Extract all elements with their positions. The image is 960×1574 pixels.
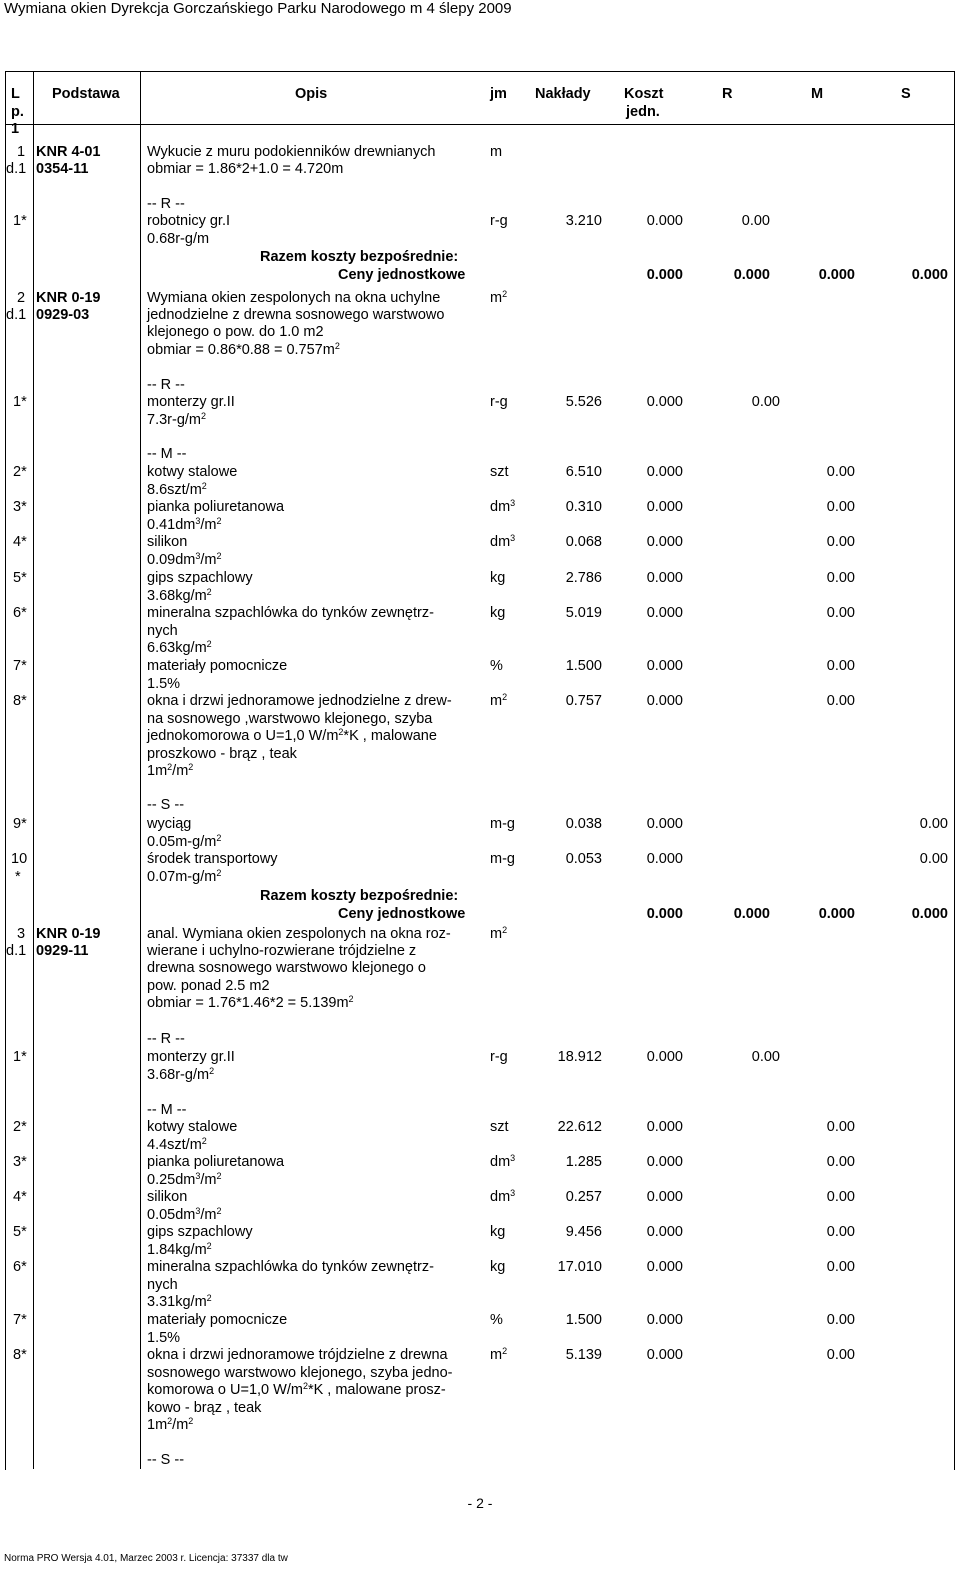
item-desc-line: obmiar = $0.86*0.88 = 0.757m^2$: [147, 341, 340, 358]
resource-lp: 5*: [13, 570, 27, 586]
resource-qty: 5.019: [565, 605, 602, 621]
resource-qty: 3.210: [565, 213, 602, 229]
resource-unit: szt: [490, 1119, 509, 1135]
item-lp-sub: d.1: [6, 161, 27, 177]
resource-norm: 1.5%: [147, 675, 181, 692]
resource-value: 0.00: [826, 534, 855, 550]
resource-price: 0.000: [646, 1312, 683, 1328]
header-m: M: [811, 86, 824, 102]
item-unit: $m^2$: [490, 289, 508, 306]
resource-qty: 5.139: [565, 1347, 602, 1363]
resource-price: 0.000: [646, 693, 683, 709]
header-lp: [11, 86, 24, 139]
item-desc-line: drewna sosnowego warstwowo klejonego o: [147, 960, 426, 976]
total-s: 0.000: [911, 906, 948, 922]
resource-qty: 17.010: [557, 1259, 602, 1275]
resource-qty: 0.257: [565, 1189, 602, 1205]
resource-norm: $0.41dm^3/m^2$: [147, 515, 222, 533]
resource-norm: $0.05dm^3/m^2$: [147, 1205, 222, 1223]
resource-value: 0.00: [826, 499, 855, 515]
item-lp-sub: d.1: [6, 943, 27, 959]
resource-name: materiały pomocnicze: [147, 658, 288, 674]
resource-value: 0.00: [826, 605, 855, 621]
resource-name: na sosnowego ,warstwowo klejonego, szyba: [147, 710, 433, 727]
resource-qty: 22.612: [557, 1119, 602, 1135]
resource-value: 0.00: [826, 1119, 855, 1135]
item-desc-line: obmiar = $1.76*1.46*2 = 5.139m^2$: [147, 994, 354, 1011]
resource-name: kotwy stalowe: [147, 464, 238, 480]
resource-norm: $3.31kg/m^2$: [147, 1293, 212, 1310]
header-opis: Opis: [295, 86, 328, 102]
resource-name: sosnowego warstwowo klejonego, szyba jedno-: [147, 1364, 453, 1381]
group-s-label: -- S --: [147, 1452, 185, 1468]
item-code-2: 0929-11: [36, 943, 89, 959]
ceny-label: Ceny jednostkowe: [338, 267, 466, 283]
resource-price: 0.000: [646, 570, 683, 586]
resource-lp: 6*: [13, 605, 27, 621]
resource-unit: m-g: [490, 851, 515, 867]
item-desc-line: wierane i uchylno-rozwierane trójdzielne z: [147, 943, 417, 959]
resource-value: 0.00: [826, 570, 855, 586]
resource-lp: 9*: [13, 816, 27, 832]
resource-value: 0.00: [826, 658, 855, 674]
resource-lp: 4*: [13, 1189, 27, 1205]
resource-name: kowo - brąz , teak: [147, 1399, 262, 1416]
resource-unit: $dm^3$: [490, 533, 516, 550]
item-desc-line: klejonego o pow. do 1.0 m2: [147, 324, 324, 340]
header-lp-l: L: [11, 86, 20, 102]
item-desc-line: obmiar = 1.86*2+1.0 = 4.720m: [147, 161, 344, 177]
resource-name: gips szpachlowy: [147, 570, 253, 586]
resource-name: silikon: [147, 1189, 188, 1205]
resource-price: 0.000: [646, 605, 683, 621]
header-jm: jm: [490, 86, 507, 102]
resource-lp: 1*: [13, 213, 27, 229]
resource-value: 0.00: [919, 851, 948, 867]
item-lp: 2: [17, 290, 26, 306]
resource-value: 0.00: [919, 816, 948, 832]
resource-name: kotwy stalowe: [147, 1119, 238, 1135]
resource-lp: 6*: [13, 1259, 27, 1275]
resource-unit: $m^2$: [490, 1346, 508, 1363]
resource-qty: 1.500: [565, 1312, 602, 1328]
resource-value: 0.00: [826, 1189, 855, 1205]
resource-lp: 7*: [13, 658, 27, 674]
resource-unit: %: [490, 1312, 503, 1328]
group-s-label: -- S --: [147, 797, 185, 813]
resource-name: wyciąg: [147, 816, 192, 832]
header-podstawa: Podstawa: [52, 86, 120, 102]
resource-name: okna i drzwi jednoramowe trójdzielne z drewna: [147, 1347, 448, 1363]
resource-value: 0.00: [826, 464, 855, 480]
resource-lp: 3*: [13, 499, 27, 515]
resource-unit: %: [490, 658, 503, 674]
resource-norm: $8.6szt/m^2$: [147, 480, 207, 498]
resource-norm: $0.05m-g/m^2$: [147, 832, 222, 850]
resource-price: 0.000: [646, 1189, 683, 1205]
group-r-label: -- R --: [147, 196, 185, 212]
resource-value: 0.00: [751, 1049, 780, 1065]
resource-qty: 6.510: [565, 464, 602, 480]
resource-price: 0.000: [646, 499, 683, 515]
resource-norm: $1m^2/m^2$: [147, 1416, 194, 1433]
header-koszt-1: Koszt: [624, 86, 664, 102]
resource-value: 0.00: [826, 1312, 855, 1328]
header-lp-1: 1: [11, 121, 20, 137]
resource-norm: $3.68kg/m^2$: [147, 586, 212, 604]
resource-qty: 0.068: [565, 534, 602, 550]
resource-unit: kg: [490, 1259, 506, 1275]
resource-unit: $m^2$: [490, 692, 508, 709]
resource-unit: $dm^3$: [490, 1153, 516, 1170]
resource-lp: 10: [11, 851, 28, 867]
item-unit: m: [490, 144, 503, 160]
resource-norm: $4.4szt/m^2$: [147, 1135, 207, 1153]
resource-price: 0.000: [646, 1119, 683, 1135]
resource-lp: 3*: [13, 1154, 27, 1170]
resource-lp: 8*: [13, 1347, 27, 1363]
resource-lp: 7*: [13, 1312, 27, 1328]
item-desc-line: Wykucie z muru podokienników drewnianych: [147, 144, 436, 160]
resource-value: 0.00: [741, 213, 770, 229]
resource-norm: $6.63kg/m^2$: [147, 639, 212, 656]
page-number: - 2 -: [467, 1495, 493, 1511]
resource-unit: m-g: [490, 816, 515, 832]
header-s: S: [901, 86, 911, 102]
item-desc-line: jednodzielne z drewna sosnowego warstwowo: [147, 307, 445, 323]
resource-price: 0.000: [646, 1154, 683, 1170]
resource-name: robotnicy gr.I: [147, 213, 231, 229]
resource-name: nych: [147, 1276, 178, 1293]
resource-name: mineralna szpachlówka do tynków zewnętrz-: [147, 1259, 434, 1275]
resource-qty: 0.038: [565, 816, 602, 832]
total-r: 0.000: [733, 906, 770, 922]
resource-norm: 1.5%: [147, 1329, 181, 1346]
resource-name: pianka poliuretanowa: [147, 1154, 285, 1170]
column-divider: [33, 72, 34, 1469]
resource-value: 0.00: [826, 1347, 855, 1363]
item-lp-sub: d.1: [6, 307, 27, 323]
resource-unit: kg: [490, 570, 506, 586]
resource-lp-suffix: *: [15, 868, 21, 885]
item-lp: 1: [17, 144, 26, 160]
resource-name: pianka poliuretanowa: [147, 499, 285, 515]
resource-qty: 5.526: [565, 394, 602, 410]
item-desc-line: anal. Wymiana okien zespolonych na okna roz-: [147, 926, 451, 942]
resource-price: 0.000: [646, 534, 683, 550]
total-m: 0.000: [818, 906, 855, 922]
item-code-1: KNR 0-19: [36, 290, 101, 306]
resource-name: okna i drzwi jednoramowe jednodzielne z drew-: [147, 693, 452, 709]
item-desc-line: pow. ponad 2.5 m2: [147, 978, 270, 994]
resource-price: 0.000: [646, 658, 683, 674]
resource-norm: $0.25dm^3/m^2$: [147, 1170, 222, 1188]
total-koszt: 0.000: [646, 267, 683, 283]
group-m-label: -- M --: [147, 446, 187, 462]
resource-unit: r-g: [490, 1049, 508, 1065]
resource-name: nych: [147, 622, 178, 639]
item-unit: $m^2$: [490, 925, 508, 942]
group-r-label: -- R --: [147, 377, 185, 393]
resource-unit: $dm^3$: [490, 1188, 516, 1205]
resource-price: 0.000: [646, 1347, 683, 1363]
resource-unit: szt: [490, 464, 509, 480]
column-divider: [140, 72, 141, 1469]
resource-lp: 1*: [13, 394, 27, 410]
resource-qty: 2.786: [565, 570, 602, 586]
resource-value: 0.00: [826, 1224, 855, 1240]
resource-lp: 4*: [13, 534, 27, 550]
resource-lp: 2*: [13, 1119, 27, 1135]
resource-price: 0.000: [646, 213, 683, 229]
group-r-label: -- R --: [147, 1031, 185, 1047]
resource-qty: 9.456: [565, 1224, 602, 1240]
resource-unit: r-g: [490, 213, 508, 229]
resource-name: monterzy gr.II: [147, 1049, 235, 1065]
total-koszt: 0.000: [646, 906, 683, 922]
resource-name: materiały pomocnicze: [147, 1312, 288, 1328]
resource-name: gips szpachlowy: [147, 1224, 253, 1240]
header-koszt: [624, 86, 663, 121]
total-r: 0.000: [733, 267, 770, 283]
header-r: R: [722, 86, 733, 102]
resource-name: proszkowo - brąz , teak: [147, 745, 297, 762]
resource-unit: kg: [490, 1224, 506, 1240]
resource-value: 0.00: [826, 1259, 855, 1275]
item-code-1: KNR 0-19: [36, 926, 101, 942]
header-naklady: Nakłady: [535, 86, 591, 102]
razem-label: Razem koszty bezpośrednie:: [260, 249, 459, 265]
item-code-2: 0929-03: [36, 307, 90, 323]
resource-name: silikon: [147, 534, 188, 550]
resource-qty: 0.053: [565, 851, 602, 867]
resource-price: 0.000: [646, 464, 683, 480]
resource-unit: r-g: [490, 394, 508, 410]
item-lp: 3: [17, 926, 26, 942]
ceny-label: Ceny jednostkowe: [338, 906, 466, 922]
item-desc-line: Wymiana okien zespolonych na okna uchylne: [147, 290, 441, 306]
resource-norm: 0.68r-g/m: [147, 231, 210, 247]
resource-lp: 2*: [13, 464, 27, 480]
resource-norm: $3.68r-g/m^2$: [147, 1065, 215, 1083]
total-s: 0.000: [911, 267, 948, 283]
total-m: 0.000: [818, 267, 855, 283]
item-code-1: KNR 4-01: [36, 144, 101, 160]
document-title: Wymiana okien Dyrekcja Gorczańskiego Parku Narodowego m 4 ślepy 2009: [4, 0, 512, 17]
footer-license: Norma PRO Wersja 4.01, Marzec 2003 r. Licencja: 37337 dla tw: [4, 1553, 288, 1564]
resource-lp: 8*: [13, 693, 27, 709]
resource-price: 0.000: [646, 1049, 683, 1065]
resource-price: 0.000: [646, 1224, 683, 1240]
resource-value: 0.00: [826, 693, 855, 709]
resource-lp: 5*: [13, 1224, 27, 1240]
resource-value: 0.00: [826, 1154, 855, 1170]
resource-price: 0.000: [646, 816, 683, 832]
group-m-label: -- M --: [147, 1102, 187, 1118]
resource-norm: $1.84kg/m^2$: [147, 1240, 212, 1258]
resource-qty: 1.500: [565, 658, 602, 674]
header-koszt-2: jedn.: [626, 103, 660, 120]
resource-price: 0.000: [646, 394, 683, 410]
resource-name: mineralna szpachlówka do tynków zewnętrz-: [147, 605, 434, 621]
resource-lp: 1*: [13, 1049, 27, 1065]
resource-name: środek transportowy: [147, 851, 278, 867]
resource-name: monterzy gr.II: [147, 394, 235, 410]
resource-unit: kg: [490, 605, 506, 621]
resource-norm: $1m^2/m^2$: [147, 762, 194, 779]
resource-norm: $0.07m-g/m^2$: [147, 867, 222, 885]
item-code-2: 0354-11: [36, 161, 89, 177]
header-divider: [5, 124, 954, 125]
resource-qty: 1.285: [565, 1154, 602, 1170]
resource-price: 0.000: [646, 1259, 683, 1275]
resource-qty: 0.757: [565, 693, 602, 709]
razem-label: Razem koszty bezpośrednie:: [260, 888, 459, 904]
resource-qty: 18.912: [557, 1049, 602, 1065]
resource-norm: $7.3r-g/m^2$: [147, 410, 207, 428]
resource-price: 0.000: [646, 851, 683, 867]
resource-qty: 0.310: [565, 499, 602, 515]
resource-name: komorowa o U=1,0 $W/m^2*K$ , malowane prosz-: [147, 1381, 446, 1398]
resource-norm: $0.09dm^3/m^2$: [147, 550, 222, 568]
resource-name: jednokomorowa o U=1,0 $W/m^2*K$ , malowane: [147, 727, 437, 744]
resource-value: 0.00: [751, 394, 780, 410]
resource-unit: $dm^3$: [490, 498, 516, 515]
header-lp-p: p.: [11, 103, 24, 120]
